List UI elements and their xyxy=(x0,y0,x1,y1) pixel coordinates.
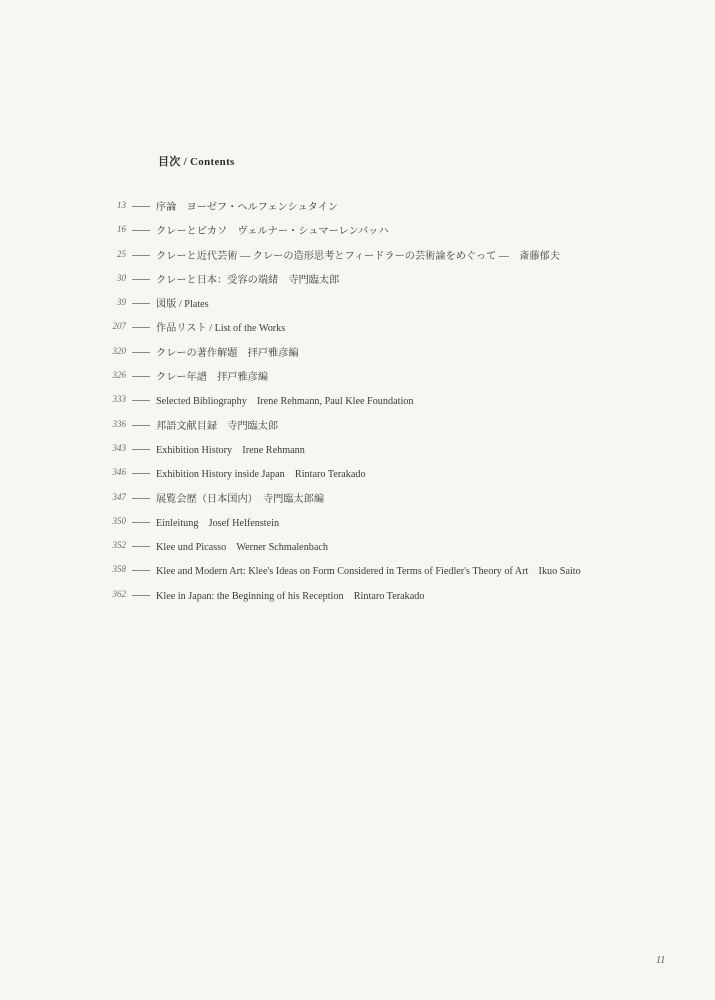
toc-title: Klee und Picasso Werner Schmalenbach xyxy=(156,542,329,554)
toc-entry xyxy=(0,561,715,585)
toc-title: クレーの著作解題 拝戸雅彦編 xyxy=(156,347,299,359)
toc-page-number: 343 xyxy=(112,442,126,453)
toc-title: Exhibition History Irene Rehmann xyxy=(156,444,305,456)
toc-title: Exhibition History inside Japan Rintaro Terakado xyxy=(156,469,366,481)
toc-entry xyxy=(0,367,715,391)
toc-leader-dash xyxy=(132,206,150,207)
toc-page-number: 358 xyxy=(112,564,126,575)
toc-leader-dash xyxy=(132,595,150,596)
toc-entry xyxy=(0,537,715,561)
toc-page-number: 333 xyxy=(112,394,126,405)
toc-entry xyxy=(0,221,715,245)
toc-leader-dash xyxy=(132,255,150,256)
toc-entry xyxy=(0,318,715,342)
toc-entry xyxy=(0,440,715,464)
toc-leader-dash xyxy=(132,279,150,280)
toc-title: 作品リスト / List of the Works xyxy=(156,323,286,335)
toc-title: クレーと日本：受容の端緒 寺門臨太郎 xyxy=(156,274,340,286)
toc-leader-dash xyxy=(132,498,150,499)
toc-leader-dash xyxy=(132,570,150,571)
toc-title: Einleitung Josef Helfenstein xyxy=(156,517,280,529)
toc-title: クレーとピカソ ヴェルナー・シュマーレンバッハ xyxy=(156,226,389,238)
toc-entry xyxy=(0,246,715,270)
toc-leader-dash xyxy=(132,425,150,426)
toc-page-number: 207 xyxy=(112,321,126,332)
toc-page-number: 336 xyxy=(112,418,126,429)
toc-leader-dash xyxy=(132,352,150,353)
toc-leader-dash xyxy=(132,376,150,377)
toc-page-number: 350 xyxy=(112,515,126,526)
toc-title: 序論 ヨーゼフ・ヘルフェンシュタイン xyxy=(156,202,338,213)
toc-title: 図版 / Plates xyxy=(156,299,209,311)
table-of-contents xyxy=(0,197,715,610)
toc-page-number: 39 xyxy=(117,297,126,308)
toc-leader-dash xyxy=(132,400,150,401)
toc-leader-dash xyxy=(132,473,150,474)
toc-entry xyxy=(0,294,715,318)
toc-title: クレー年譜 拝戸雅彦編 xyxy=(156,372,269,384)
toc-entry xyxy=(0,489,715,513)
toc-page-number: 13 xyxy=(117,200,126,210)
toc-page-number: 25 xyxy=(117,248,126,259)
toc-leader-dash xyxy=(132,449,150,450)
toc-page-number: 326 xyxy=(112,370,126,381)
toc-entry xyxy=(0,391,715,415)
toc-page-number: 352 xyxy=(112,540,126,551)
toc-entry xyxy=(0,416,715,440)
toc-page-number: 320 xyxy=(112,345,126,356)
contents-heading: 目次 / Contents xyxy=(158,156,235,168)
toc-leader-dash xyxy=(132,303,150,304)
toc-page-number: 30 xyxy=(117,272,126,283)
toc-title: Klee in Japan: the Beginning of his Reception Rintaro Terakado xyxy=(156,590,425,602)
toc-leader-dash xyxy=(132,546,150,547)
toc-leader-dash xyxy=(132,230,150,231)
toc-title: 邦語文献目録 寺門臨太郎 xyxy=(156,420,279,432)
toc-title: Selected Bibliography Irene Rehmann, Paul Klee Foundation xyxy=(156,396,414,408)
toc-entry xyxy=(0,464,715,488)
toc-entry xyxy=(0,270,715,294)
toc-page-number: 362 xyxy=(112,588,126,599)
toc-leader-dash xyxy=(132,327,150,328)
toc-page-number: 347 xyxy=(112,491,126,502)
page-folio: 11 xyxy=(656,955,666,966)
toc-title: クレーと近代芸術 ― クレーの造形思考とフィードラーの芸術論をめぐって ― 斎藤郁夫 xyxy=(156,250,560,262)
toc-leader-dash xyxy=(132,522,150,523)
toc-title: Klee and Modern Art: Klee's Ideas on Form Considered in Terms of Fiedler's Theory of Art Ikuo Saito xyxy=(156,566,581,578)
toc-title: 展覧会歴（日本国内） 寺門臨太郎編 xyxy=(156,493,325,505)
toc-page-number: 16 xyxy=(117,224,126,235)
toc-entry xyxy=(0,586,715,610)
toc-entry xyxy=(0,343,715,367)
toc-page-number: 346 xyxy=(112,467,126,478)
toc-entry xyxy=(0,513,715,537)
toc-entry xyxy=(0,197,715,221)
